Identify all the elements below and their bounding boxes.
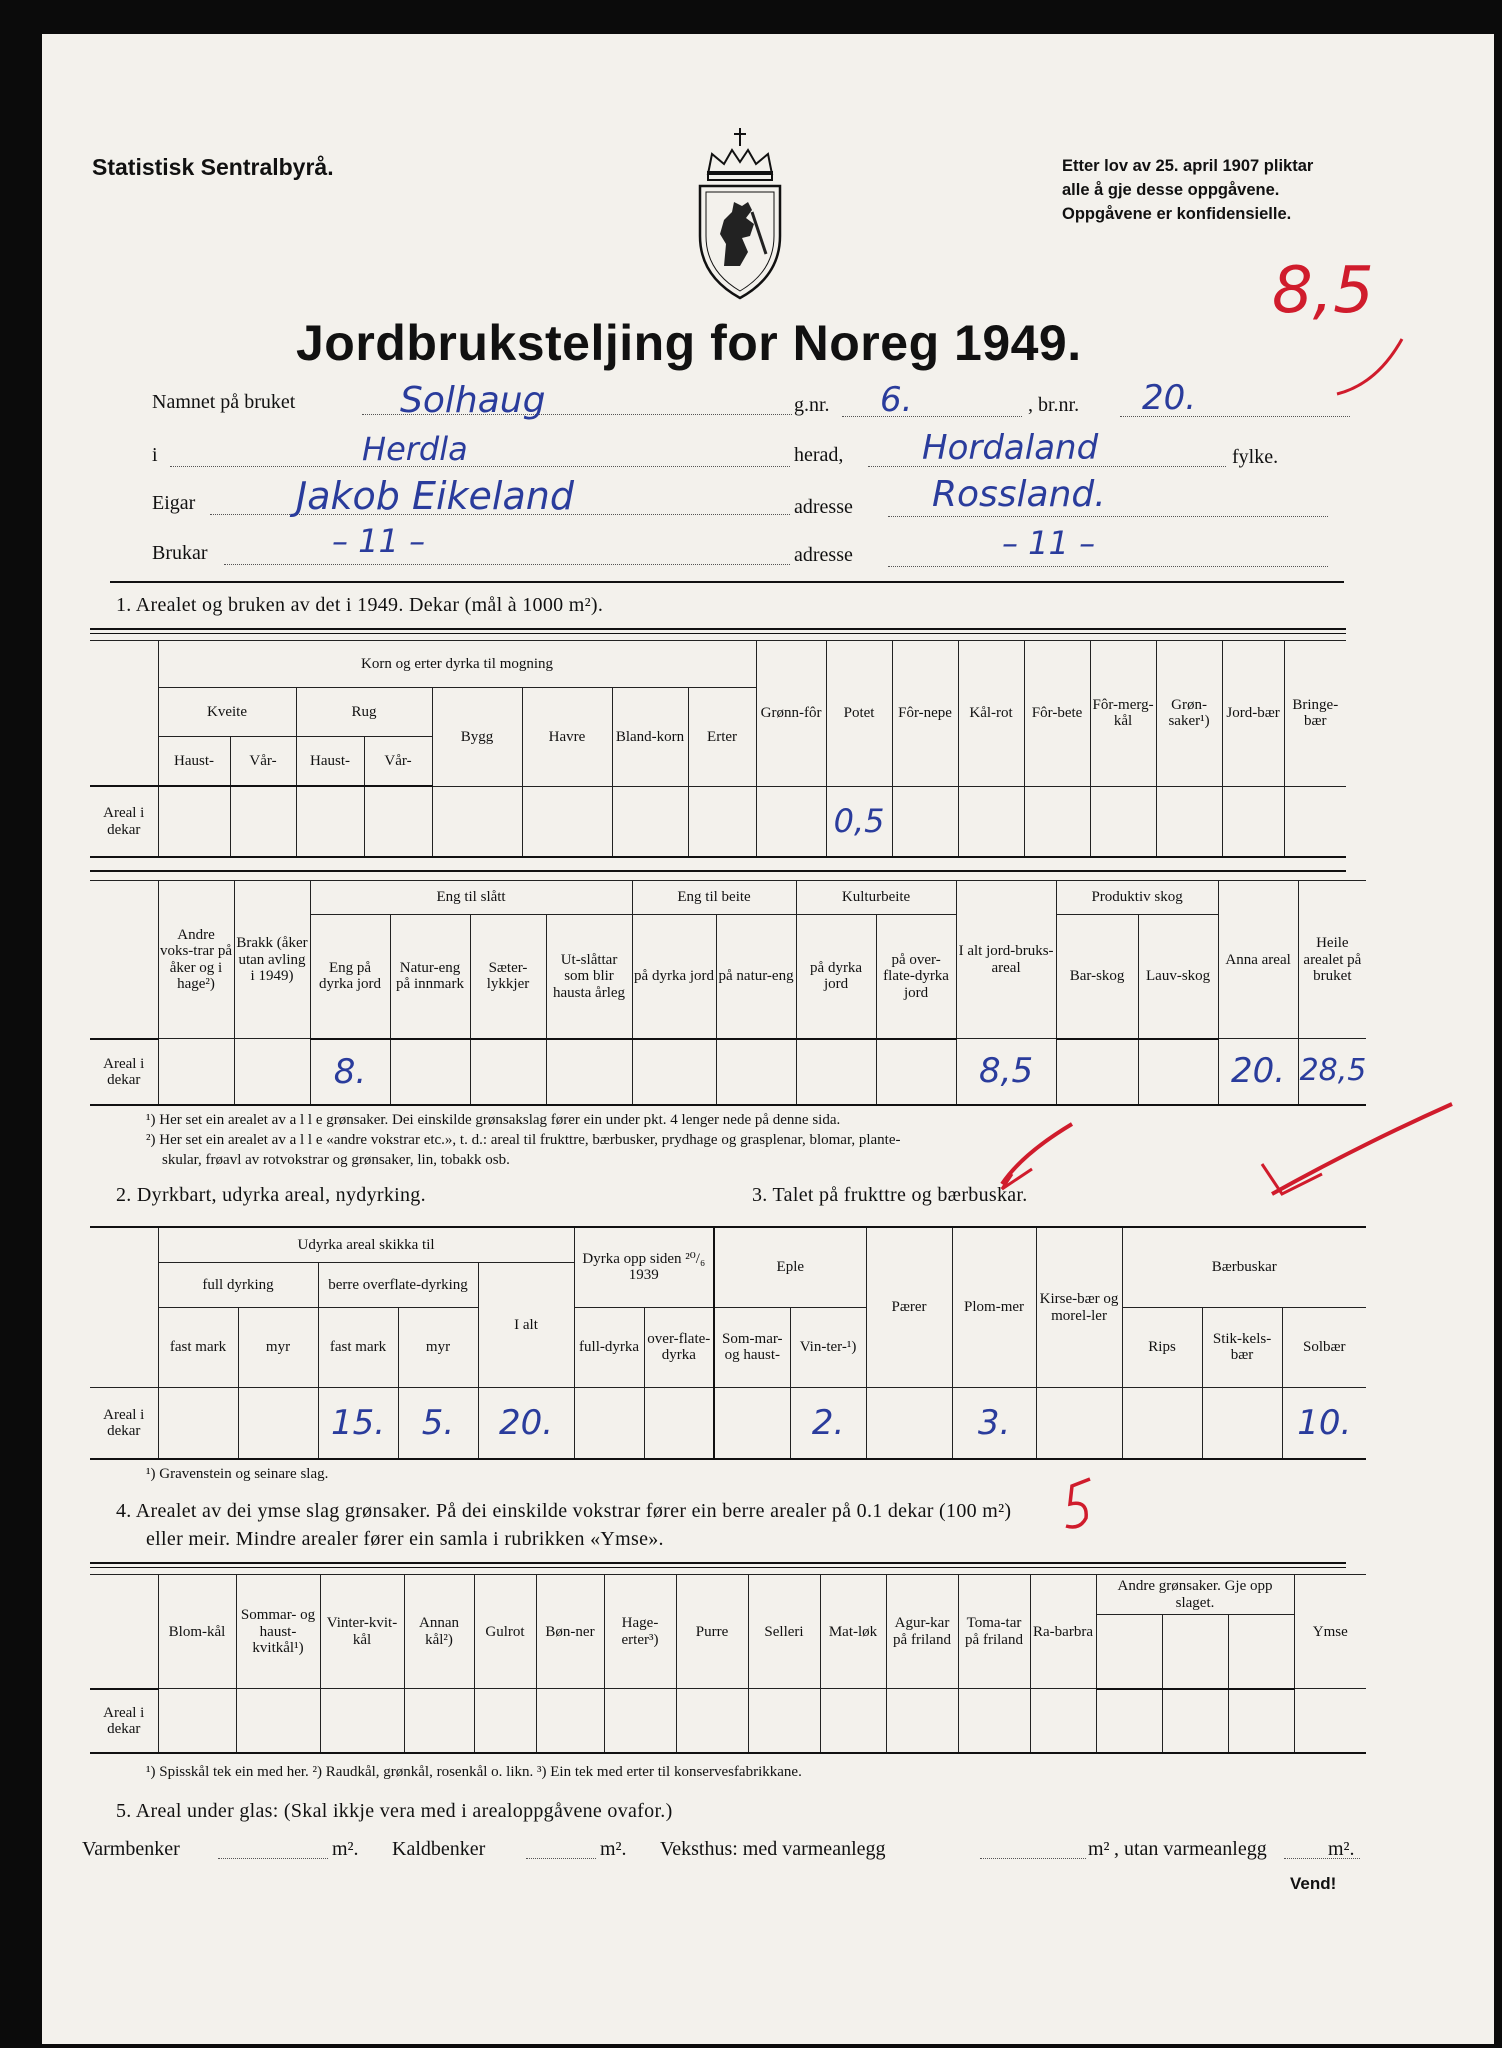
user-address-value[interactable]: – 11 – — [1002, 524, 1096, 562]
farm-name-label: Namnet på bruket — [152, 391, 296, 413]
section-4-heading-line-1: 4. Arealet av dei ymse slag grønsaker. På dei einskilde vokstrar fører ein berre arealer på 0.1 dekar (100 m²) — [116, 1500, 1012, 1522]
kaldbenker-label: Kaldbenker — [392, 1838, 486, 1860]
udyrka-ialt-header: I alt — [478, 1263, 574, 1388]
cell-matlok[interactable] — [820, 1689, 886, 1753]
cell-andre-vokstrar[interactable] — [158, 1039, 234, 1105]
cell-forbete[interactable] — [1024, 786, 1090, 857]
cell-overflatedyrka[interactable] — [644, 1388, 714, 1459]
utslattar-header: Ut-slåttar som blir hausta årleg — [546, 915, 632, 1039]
ialt-jordbruksareal-value: 8,5 — [979, 1051, 1034, 1092]
agurkar-header: Agur-kar på friland — [886, 1575, 958, 1689]
cell-kalrot[interactable] — [958, 786, 1024, 857]
forbete-header: Fôr-bete — [1024, 641, 1090, 787]
red-total-mark: 8,5 — [1272, 254, 1374, 328]
form-sheet — [42, 34, 1494, 2044]
herad-label: herad, — [794, 444, 844, 466]
legal-line-2: alle å gje desse oppgåvene. — [1062, 181, 1280, 199]
berre-myr-value: 5. — [421, 1402, 455, 1443]
cell-rug-vaar[interactable] — [364, 786, 432, 857]
cell-rips[interactable] — [1122, 1388, 1202, 1459]
eple-sommar-header: Som-mar- og haust- — [714, 1307, 790, 1387]
utan-varmeanlegg-unit: m². — [1328, 1838, 1355, 1860]
cell-fulldyrka[interactable] — [574, 1388, 644, 1459]
erter-header: Erter — [688, 688, 756, 787]
kveite-header: Kveite — [158, 688, 296, 737]
barskog-header: Bar-skog — [1056, 915, 1138, 1039]
jordbaer-header: Jord-bær — [1222, 641, 1284, 787]
eple-header: Eple — [714, 1227, 866, 1307]
section-4-heading-line-2: eller meir. Mindre arealer fører ein samla i rubrikken «Ymse». — [146, 1528, 664, 1550]
havre-header: Havre — [522, 688, 612, 787]
cell-udyrka-ialt[interactable] — [478, 1388, 574, 1459]
cell-andre-2[interactable] — [1162, 1689, 1228, 1753]
bringebaer-header: Bringe-bær — [1284, 641, 1346, 787]
cell-gronnfor[interactable] — [756, 786, 826, 857]
kulturbeite-group-header: Kulturbeite — [796, 881, 956, 915]
arable-and-fruit-table — [90, 1226, 1366, 1460]
eng-beite-group-header: Eng til beite — [632, 881, 796, 915]
row-label-areal: Areal i dekar — [90, 1039, 158, 1105]
divider-rule — [110, 581, 1344, 583]
full-fast-mark-header: fast mark — [158, 1307, 238, 1387]
andre-gronsaker-header: Andre grønsaker. Gje opp slaget. — [1096, 1575, 1294, 1615]
selleri-header: Selleri — [748, 1575, 820, 1689]
rabarbra-header: Ra-barbra — [1030, 1575, 1096, 1689]
cell-blandkorn[interactable] — [612, 786, 688, 857]
andre-slag-3[interactable] — [1228, 1615, 1294, 1689]
brnr-label: , br.nr. — [1028, 394, 1080, 416]
blandkorn-header: Bland-korn — [612, 688, 688, 787]
cell-fornepe[interactable] — [892, 786, 958, 857]
cell-eng-dyrka[interactable] — [310, 1039, 390, 1105]
user-line — [224, 564, 790, 565]
fylke-value[interactable]: Hordaland — [922, 428, 1099, 468]
section-2-heading: 2. Dyrkbart, udyrka areal, nydyrking. — [116, 1184, 426, 1206]
varmbenker-label: Varmbenker — [82, 1838, 180, 1860]
brakk-header: Brakk (åker utan avling i 1949) — [234, 881, 310, 1039]
berre-fast-value: 15. — [330, 1402, 386, 1443]
cell-gulrot[interactable] — [474, 1689, 536, 1753]
heile-arealet-header: Heile arealet på bruket — [1298, 881, 1366, 1039]
udyrka-ialt-value: 20. — [498, 1402, 554, 1443]
cell-annankal[interactable] — [404, 1689, 474, 1753]
form-title: Jordbruksteljing for Noreg 1949. — [296, 315, 1082, 371]
herad-value[interactable]: Herdla — [362, 430, 468, 468]
cell-beite-natur[interactable] — [716, 1039, 796, 1105]
kveite-haust-header: Haust- — [158, 737, 230, 786]
section-5-heading: 5. Areal under glas: (Skal ikkje vera med i arealoppgåvene ovafor.) — [116, 1800, 673, 1822]
potet-header: Potet — [826, 641, 892, 787]
owner-address-value[interactable]: Rossland. — [932, 474, 1106, 515]
vegetable-area-table — [90, 1574, 1366, 1754]
legal-line-3: Oppgåvene er konfidensielle. — [1062, 205, 1292, 223]
footnote-1: ¹) Her set ein arealet av a l l e grønsaker. Dei einskilde grønsakslag fører ein under pkt. 4 lenger nede på denne sida. — [146, 1112, 841, 1128]
row-label-areal: Areal i dekar — [90, 1388, 158, 1459]
berre-myr-header: myr — [398, 1307, 478, 1387]
cell-vinterkal[interactable] — [320, 1689, 404, 1753]
cell-andre-3[interactable] — [1228, 1689, 1294, 1753]
paerer-header: Pærer — [866, 1227, 952, 1388]
eng-dyrka-header: Eng på dyrka jord — [310, 915, 390, 1039]
footnote-2a: ²) Her set ein arealet av a l l e «andre vokstrar etc.», t. d.: areal til frukttre, bærbusker, prydhage og grasplenar, blomar, plante- — [146, 1132, 901, 1148]
cell-purre[interactable] — [676, 1689, 748, 1753]
red-check-stroke — [1332, 334, 1412, 404]
row-label-areal: Areal i dekar — [90, 1689, 158, 1753]
cell-natureng[interactable] — [390, 1039, 470, 1105]
rug-haust-header: Haust- — [296, 737, 364, 786]
produktiv-skog-group-header: Produktiv skog — [1056, 881, 1218, 915]
cell-full-myr[interactable] — [238, 1388, 318, 1459]
owner-address-label: adresse — [794, 496, 853, 518]
full-dyrking-header: full dyrking — [158, 1263, 318, 1308]
user-label: Brukar — [152, 542, 208, 564]
udyrka-group-header: Udyrka areal skikka til — [158, 1227, 574, 1263]
annankal-header: Annan kål²) — [404, 1575, 474, 1689]
plommer-header: Plom-mer — [952, 1227, 1036, 1388]
bygg-header: Bygg — [432, 688, 522, 787]
hageerter-header: Hage-erter³) — [604, 1575, 676, 1689]
footnote-2b: skular, frøavl av rotvokstrar og grønsaker, lin, tobakk osb. — [162, 1152, 510, 1168]
legal-notice — [1062, 154, 1313, 226]
cell-hageerter[interactable] — [604, 1689, 676, 1753]
rips-header: Rips — [1122, 1307, 1202, 1387]
gronnfor-header: Grønn-fôr — [756, 641, 826, 787]
kaldbenker-field[interactable] — [526, 1858, 596, 1859]
formergkal-header: Fôr-merg-kål — [1090, 641, 1156, 787]
natureng-header: Natur-eng på innmark — [390, 915, 470, 1039]
cell-sommarkal[interactable] — [236, 1689, 320, 1753]
andre-vokstrar-header: Andre voks-trar på åker og i hage²) — [158, 881, 234, 1039]
section-1-heading: 1. Arealet og bruken av det i 1949. Dekar (mål à 1000 m²). — [116, 594, 604, 616]
vinterkal-header: Vinter-kvit-kål — [320, 1575, 404, 1689]
solbaer-header: Solbær — [1282, 1307, 1366, 1387]
plommer-value: 3. — [977, 1402, 1011, 1443]
varmbenker-field[interactable] — [218, 1858, 328, 1859]
cell-utslattar[interactable] — [546, 1039, 632, 1105]
cell-rabarbra[interactable] — [1030, 1689, 1096, 1753]
location-label: i — [152, 444, 158, 466]
gnr-line — [842, 416, 1022, 417]
sommarkal-header: Sommar- og haust-kvitkål¹) — [236, 1575, 320, 1689]
gnr-value[interactable]: 6. — [880, 380, 913, 420]
cell-ymse[interactable] — [1294, 1689, 1366, 1753]
cell-potet[interactable] — [826, 786, 892, 857]
cell-kveite-vaar[interactable] — [230, 786, 296, 857]
cell-bygg[interactable] — [432, 786, 522, 857]
user-value[interactable]: – 11 – — [332, 522, 426, 560]
cell-berre-fast[interactable] — [318, 1388, 398, 1459]
brnr-value[interactable]: 20. — [1142, 378, 1197, 418]
red-tick-mark — [1060, 1474, 1100, 1534]
crop-area-table — [90, 640, 1346, 858]
andre-slag-1[interactable] — [1096, 1615, 1162, 1689]
cell-bringebaer[interactable] — [1284, 786, 1346, 857]
cell-plommer[interactable] — [952, 1388, 1036, 1459]
section-4-footnote: ¹) Spisskål tek ein med her. ²) Raudkål, grønkål, rosenkål o. likn. ³) Ein tek med erter til konservesfabrikkane. — [146, 1764, 802, 1780]
bonner-header: Bøn-ner — [536, 1575, 604, 1689]
beite-natur-header: på natur-eng — [716, 915, 796, 1039]
owner-address-line — [888, 516, 1328, 517]
owner-value[interactable]: Jakob Eikeland — [296, 474, 574, 518]
section-4-top-rule — [90, 1562, 1346, 1568]
rug-vaar-header: Vår- — [364, 737, 432, 786]
kaldbenker-unit: m². — [600, 1838, 627, 1860]
cell-beite-dyrka[interactable] — [632, 1039, 716, 1105]
land-use-table — [90, 880, 1366, 1106]
kulturbeite-over-header: på over-flate-dyrka jord — [876, 915, 956, 1039]
ialt-jordbruksareal-header: I alt jord-bruks-areal — [956, 881, 1056, 1039]
berre-overflate-header: berre overflate-dyrking — [318, 1263, 478, 1308]
row-label-areal: Areal i dekar — [90, 786, 158, 857]
section-1-top-rule — [90, 628, 1346, 634]
cell-havre[interactable] — [522, 786, 612, 857]
utan-varmeanlegg-label: , utan varmeanlegg — [1114, 1838, 1267, 1860]
cell-eple-sommar[interactable] — [714, 1388, 790, 1459]
overflatedyrka-header: over-flate-dyrka — [644, 1307, 714, 1387]
agency-name: Statistisk Sentralbyrå. — [92, 154, 334, 180]
section-2-footnote: ¹) Gravenstein og seinare slag. — [146, 1466, 329, 1482]
veksthus-varme-unit: m² — [1088, 1838, 1110, 1860]
fornepe-header: Fôr-nepe — [892, 641, 958, 787]
korn-group-header: Korn og erter dyrka til mogning — [158, 641, 756, 688]
owner-label: Eigar — [152, 492, 196, 514]
beite-dyrka-header: på dyrka jord — [632, 915, 716, 1039]
cell-kveite-haust[interactable] — [158, 786, 230, 857]
fylke-label: fylke. — [1232, 446, 1279, 468]
cell-solbaer[interactable] — [1282, 1388, 1366, 1459]
saeterlykkjer-header: Sæter-lykkjer — [470, 915, 546, 1039]
andre-slag-2[interactable] — [1162, 1615, 1228, 1689]
full-myr-header: myr — [238, 1307, 318, 1387]
eple-vinter-value: 2. — [811, 1402, 845, 1443]
cell-jordbaer[interactable] — [1222, 786, 1284, 857]
blomkal-header: Blom-kål — [158, 1575, 236, 1689]
eng-dyrka-value: 8. — [333, 1051, 367, 1092]
cell-selleri[interactable] — [748, 1689, 820, 1753]
legal-line-1: Etter lov av 25. april 1907 pliktar — [1062, 157, 1314, 175]
gulrot-header: Gulrot — [474, 1575, 536, 1689]
anna-areal-value: 20. — [1231, 1051, 1286, 1092]
cell-brakk[interactable] — [234, 1039, 310, 1105]
herad-line — [170, 466, 790, 467]
table-separator-rule — [90, 870, 1346, 872]
tomatar-header: Toma-tar på friland — [958, 1575, 1030, 1689]
cell-berre-myr[interactable] — [398, 1388, 478, 1459]
cell-kirsebaer[interactable] — [1036, 1388, 1122, 1459]
kirsebaer-header: Kirse-bær og morel-ler — [1036, 1227, 1122, 1388]
user-address-label: adresse — [794, 544, 853, 566]
berre-fast-mark-header: fast mark — [318, 1307, 398, 1387]
cell-andre-1[interactable] — [1096, 1689, 1162, 1753]
cell-stikkelsbaer[interactable] — [1202, 1388, 1282, 1459]
purre-header: Purre — [676, 1575, 748, 1689]
cell-rug-haust[interactable] — [296, 786, 364, 857]
veksthus-varme-field[interactable] — [980, 1858, 1086, 1859]
matlok-header: Mat-løk — [820, 1575, 886, 1689]
turn-over-note: Vend! — [1290, 1874, 1337, 1893]
potet-value: 0,5 — [833, 802, 885, 841]
cell-formergkal[interactable] — [1090, 786, 1156, 857]
anna-areal-header: Anna areal — [1218, 881, 1298, 1039]
cell-erter[interactable] — [688, 786, 756, 857]
cell-kulturbeite-dyrka[interactable] — [796, 1039, 876, 1105]
section-3-heading: 3. Talet på frukttre og bærbuskar. — [752, 1184, 1028, 1206]
dyrka-opp-header: Dyrka opp siden ²⁰/₆ 1939 — [574, 1227, 714, 1307]
ymse-header: Ymse — [1294, 1575, 1366, 1689]
cell-gronsaker[interactable] — [1156, 786, 1222, 857]
eng-slatt-group-header: Eng til slått — [310, 881, 632, 915]
fulldyrka-header: full-dyrka — [574, 1307, 644, 1387]
gronsaker-header: Grøn-saker¹) — [1156, 641, 1222, 787]
solbaer-value: 10. — [1297, 1402, 1352, 1443]
coat-of-arms-emblem — [690, 126, 790, 306]
cell-agurkar[interactable] — [886, 1689, 958, 1753]
stikkelsbaer-header: Stik-kels-bær — [1202, 1307, 1282, 1387]
varmbenker-unit: m². — [332, 1838, 359, 1860]
red-annotation-strokes — [942, 1074, 1462, 1234]
eple-vinter-header: Vin-ter-¹) — [790, 1307, 866, 1387]
cell-eple-vinter[interactable] — [790, 1388, 866, 1459]
cell-tomatar[interactable] — [958, 1689, 1030, 1753]
user-address-line — [888, 566, 1328, 567]
cell-paerer[interactable] — [866, 1388, 952, 1459]
heile-arealet-value: 28,5 — [1299, 1053, 1367, 1089]
farm-name-value[interactable]: Solhaug — [400, 380, 546, 421]
cell-full-fast[interactable] — [158, 1388, 238, 1459]
cell-bonner[interactable] — [536, 1689, 604, 1753]
baerbuskar-group-header: Bærbuskar — [1122, 1227, 1366, 1307]
kalrot-header: Kål-rot — [958, 641, 1024, 787]
lauvskog-header: Lauv-skog — [1138, 915, 1218, 1039]
kulturbeite-dyrka-header: på dyrka jord — [796, 915, 876, 1039]
gnr-label: g.nr. — [794, 394, 830, 416]
cell-blomkal[interactable] — [158, 1689, 236, 1753]
veksthus-label: Veksthus: med varmeanlegg — [660, 1838, 886, 1860]
glass-area-line — [82, 1838, 1362, 1868]
kveite-vaar-header: Vår- — [230, 737, 296, 786]
rug-header: Rug — [296, 688, 432, 737]
cell-saeterlykkjer[interactable] — [470, 1039, 546, 1105]
